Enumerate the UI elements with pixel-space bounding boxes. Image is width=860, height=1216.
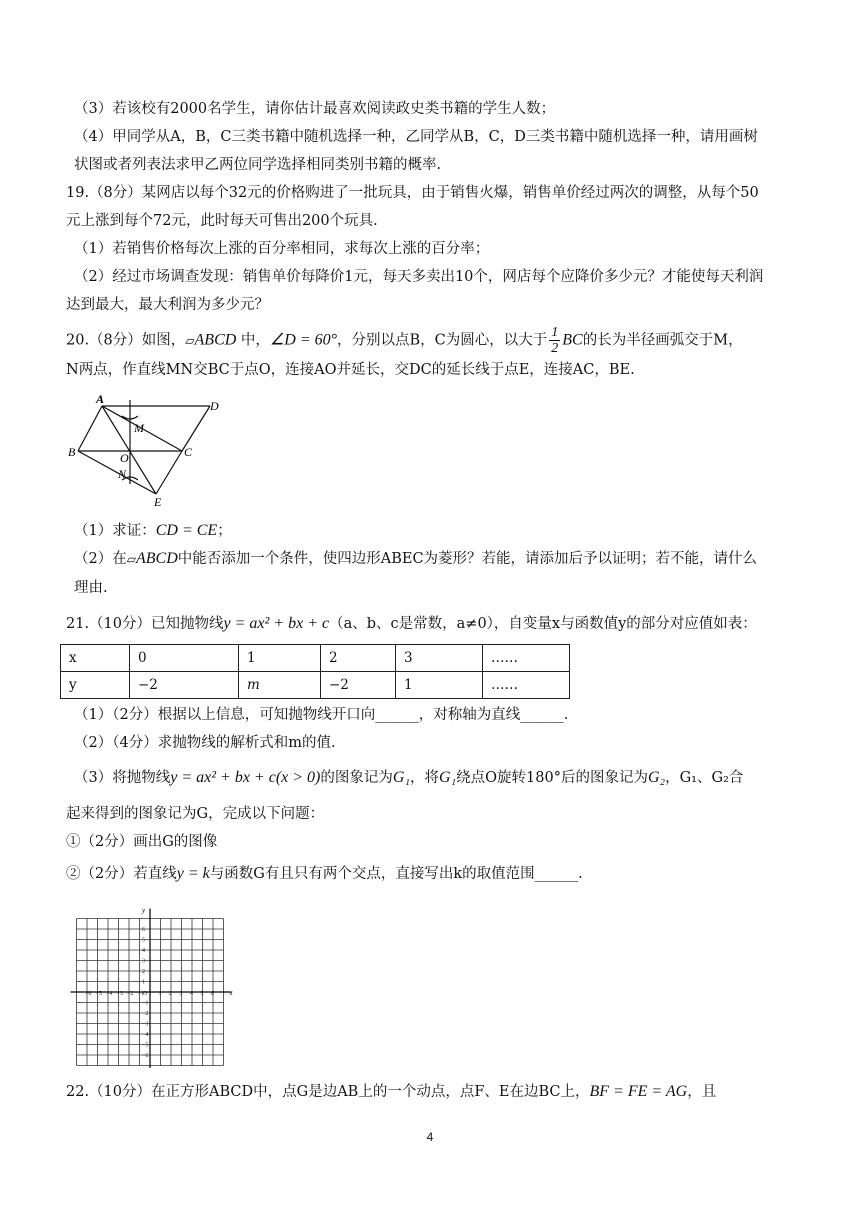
x-tick-label: 2 [169,991,172,997]
x-tick-label: −5 [95,991,102,997]
y-tick-label: 4 [142,948,145,954]
y-tick-label: −2 [142,1011,149,1017]
q19-part1: （1）若销售价格每次上涨的百分率相同，求每次上涨的百分率； [74,241,490,257]
x-tick-label: 1 [158,991,162,997]
label-E: E [154,495,162,509]
x-tick-label: 4 [190,991,193,997]
q21-part3-line2: 起来得到的图象记为G，完成以下问题： [66,806,325,822]
q21-sub1: ①（2分）画出G的图像 [66,834,218,850]
q18-part3: （3）若该校有2000名学生，请你估计最喜欢阅读政史类书籍的学生人数； [74,101,556,117]
q18-part4-line2: 状图或者列表法求甲乙两位同学选择相同类别书籍的概率. [74,157,442,173]
y-tick-label: 5 [142,937,145,944]
label-A: A [96,392,105,406]
x-tick-label: −3 [116,991,123,997]
q21-part1: （1）（2分）根据以上信息，可知抛物线开口向______，对称轴为直线______. [74,707,569,723]
y-tick-label: 2 [142,969,145,975]
table-row [61,645,570,672]
q20-part2-line2: 理由. [74,580,108,596]
table-cell: x [61,645,130,672]
value-table [60,644,570,699]
x-tick-label: −6 [85,991,92,997]
table-cell: y [61,672,130,699]
y-tick-label: −4 [142,1032,149,1038]
q20-part1: （1）求证：CD = CE； [74,522,232,539]
y-axis-label: y [142,906,146,915]
label-D: D [210,399,219,413]
x-tick-label: 5 [200,991,204,997]
q22-stem: 22.（10分）在正方形ABCD中，点G是边AB上的一个动点，点F、E在边BC上，BF = FE = AG，且 [66,1083,717,1100]
q18-part4-line1: （4）甲同学从A，B，C三类书籍中随机选择一种，乙同学从B，C，D三类书籍中随机选择一种，请用画树 [74,129,758,145]
q21-part2: （2）（4分）求抛物线的解析式和m的值. [74,735,336,751]
page-number: 4 [426,1130,434,1144]
seg-AB [78,406,102,451]
x-tick-label: −4 [106,991,113,997]
table-cell: 1 [239,645,321,672]
coordinate-grid [70,896,250,1068]
x-tick-label: 3 [179,991,183,997]
label-O: O [120,451,129,465]
table-cell: 3 [396,645,483,672]
y-tick-label: 1 [142,979,145,986]
table-cell: −2 [321,672,396,699]
seg-CE [156,451,182,494]
table-cell: −2 [130,672,239,699]
label-C: C [184,445,193,459]
q19-part2-line1: （2）经过市场调查发现：销售单价每降价1元，每天多卖出10个，网店每个应降价多少元？才能使每天利润 [74,269,764,285]
y-tick-label: −5 [142,1042,149,1049]
table-cell: m [239,672,321,699]
x-tick-label: O [143,991,148,997]
y-tick-label: −3 [142,1021,149,1028]
x-tick-label: −1 [137,991,144,997]
table-cell: …… [483,645,570,672]
table-cell: 0 [130,645,239,672]
seg-BE [78,451,156,494]
q21-sub2: ②（2分）若直线y = k与函数G有且只有两个交点，直接写出k的取值范围______. [66,865,583,882]
table-cell: …… [483,672,570,699]
q21-part3-line1: （3）将抛物线y = ax² + bx + c(x > 0)的图象记为G₁，将G₁绕点O旋转180°后的图象记为G₂，G₁、G₂合 [74,769,744,786]
fraction-one-half: $\frac{1}{2}$ [551,325,559,356]
q20-figure [64,392,244,512]
q19-stem-line1: 19.（8分）某网店以每个32元的价格购进了一批玩具，由于销售火爆，销售单价经过两次的调整，从每个50 [66,185,759,201]
x-tick-label: 6 [211,991,214,997]
table-cell: 1 [396,672,483,699]
y-tick-label: 6 [142,927,145,933]
q20-part2-line1: （2）在▱ABCD中能否添加一个条件，使四边形ABEC为菱形？若能，请添加后予以证明；若不能，请什么 [74,550,758,567]
label-N: N [118,467,127,481]
label-B: B [68,445,76,459]
q19-part2-line2: 达到最大，最大利润为多少元？ [66,297,269,313]
q21-stem: 21.（10分）已知抛物线y = ax² + bx + c（a、b、c是常数，a≠0），自变量x与函数值y的部分对应值如表： [66,615,757,632]
table-cell: 2 [321,645,396,672]
q20-stem-line1: 20.（8分）如图，▱ABCD 中，∠D = 60°，分别以点B，C为圆心，以大于 $\frac{1}{2}$ BC的长为半径画弧交于M， [66,325,743,356]
label-M: M [134,421,144,435]
y-tick-label: 3 [142,958,145,965]
x-tick-label: −2 [127,991,134,997]
table-row [61,672,570,699]
y-tick-label: −6 [142,1053,149,1059]
x-axis-label: x [229,989,233,997]
y-tick-label: −1 [142,1000,149,1007]
q19-stem-line2: 元上涨到每个72元，此时每天可售出200个玩具. [66,213,378,229]
q20-stem-line2: N两点，作直线MN交BC于点O，连接AO并延长，交DC的延长线于点E，连接AC，BE. [66,362,635,378]
